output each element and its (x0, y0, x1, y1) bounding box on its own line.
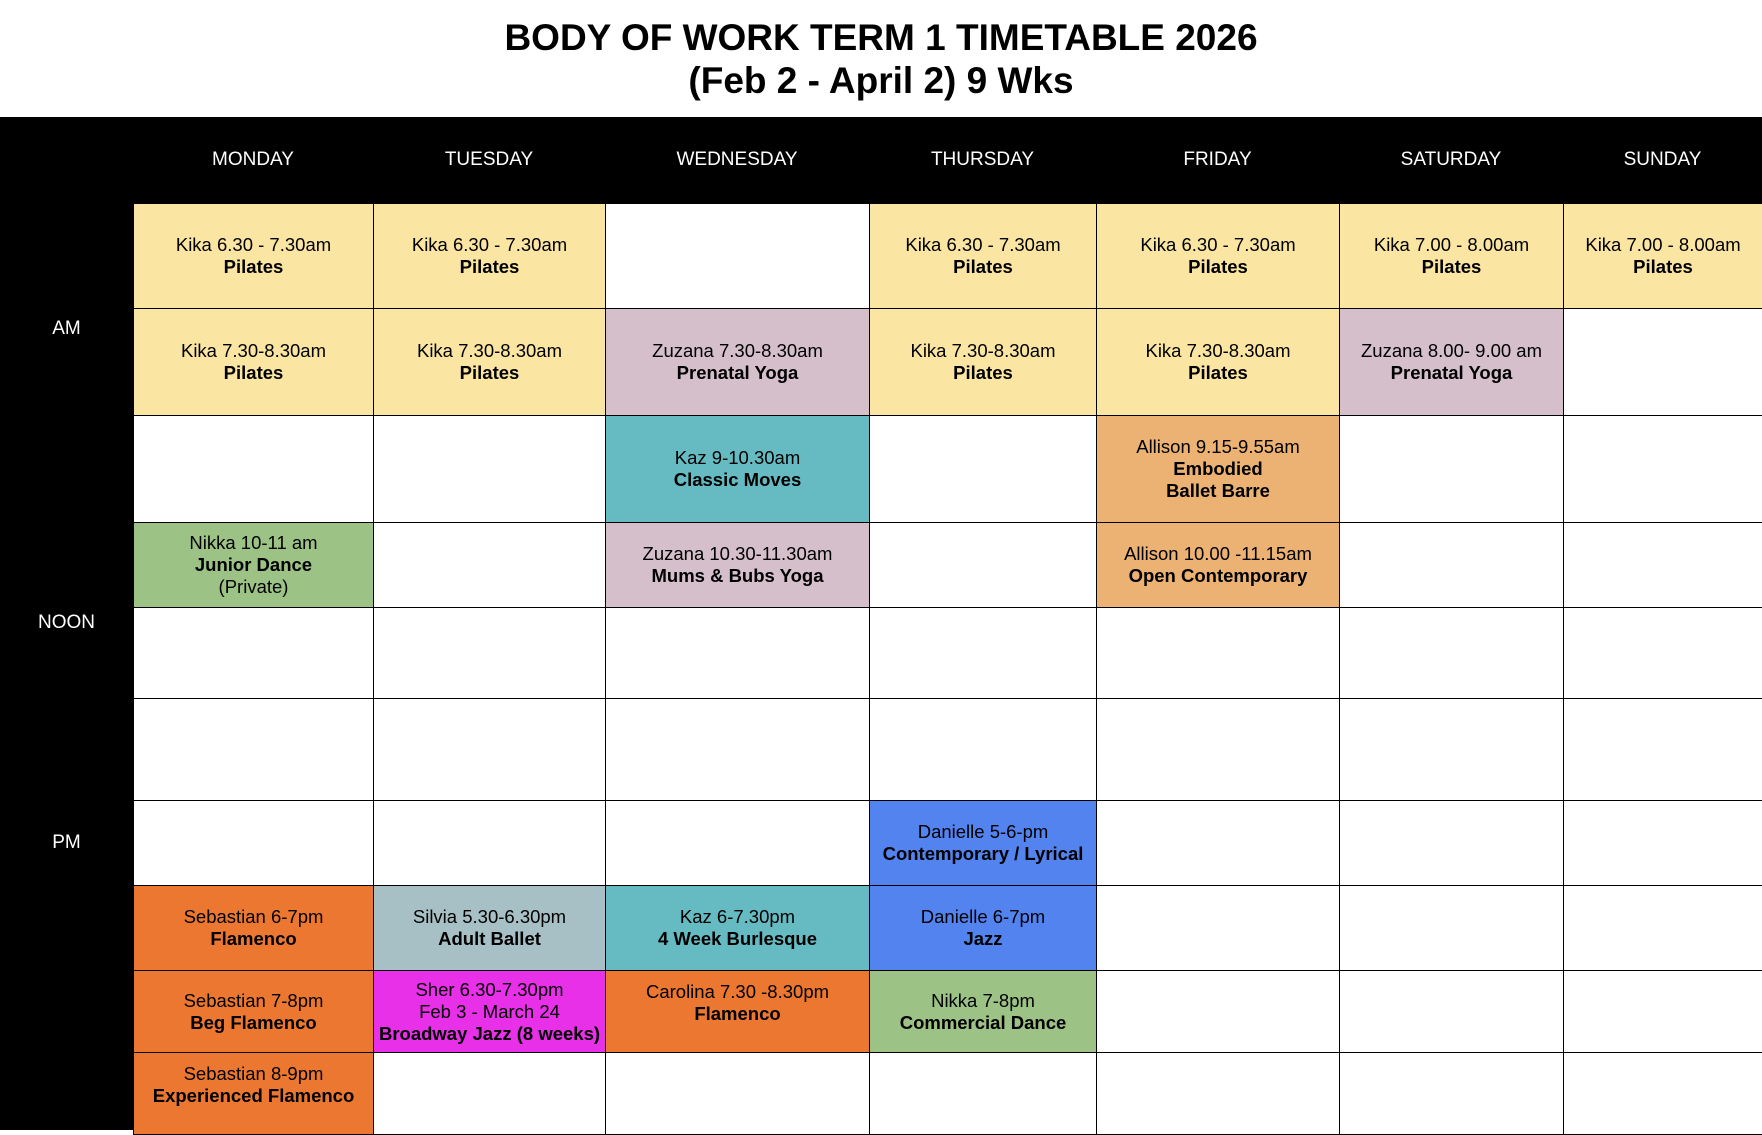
class-note: Feb 3 - March 24 (419, 1000, 560, 1022)
class-instructor-time: Silvia 5.30-6.30pm (412, 906, 567, 927)
title-line-2: (Feb 2 - April 2) 9 Wks (688, 60, 1074, 101)
day-header-tuesday: TUESDAY (444, 149, 534, 170)
class-instructor-time: Kika 7.30-8.30am (180, 340, 326, 361)
empty-cell (1096, 607, 1340, 699)
class-instructor-time: Kika 6.30 - 7.30am (175, 234, 332, 255)
empty-cell (869, 698, 1097, 801)
empty-cell (1339, 800, 1564, 886)
class-instructor-time: Kaz 9-10.30am (674, 447, 801, 468)
class-cell-tuesday (373, 970, 606, 1053)
class-name: Commercial Dance (899, 1011, 1067, 1033)
class-name: Pilates (1188, 362, 1248, 383)
class-cell-friday (1096, 203, 1340, 309)
empty-cell (373, 607, 606, 699)
class-name-line2: Ballet Barre (1166, 480, 1270, 501)
class-cell-wednesday (605, 308, 870, 416)
class-name: Experienced Flamenco (152, 1085, 355, 1106)
empty-cell (133, 800, 374, 886)
class-name: Pilates (223, 256, 284, 277)
empty-cell (1096, 800, 1340, 886)
empty-cell (1563, 308, 1762, 416)
class-name: Pilates (1633, 256, 1693, 277)
class-instructor-time: Kika 7.30-8.30am (416, 340, 562, 361)
class-cell-saturday (1339, 308, 1564, 416)
class-cell-wednesday (605, 415, 870, 523)
class-instructor-time: Kika 7.00 - 8.00am (1373, 234, 1530, 255)
class-name: Flamenco (694, 1003, 781, 1024)
class-name: Pilates (953, 362, 1013, 383)
day-header-monday: MONDAY (212, 149, 294, 170)
class-cell-monday (133, 1052, 374, 1135)
empty-cell (869, 522, 1097, 608)
class-instructor-time: Sebastian 8-9pm (183, 1063, 324, 1084)
day-header-sunday: SUNDAY (1623, 149, 1702, 170)
empty-cell (1339, 607, 1564, 699)
class-cell-thursday (869, 970, 1097, 1053)
empty-cell (1563, 698, 1762, 801)
class-cell-tuesday (373, 203, 606, 309)
class-cell-tuesday (373, 308, 606, 416)
empty-cell (1563, 522, 1762, 608)
empty-cell (1563, 885, 1762, 971)
class-name: Broadway Jazz (8 weeks) (378, 1022, 601, 1044)
empty-cell (1339, 1052, 1564, 1135)
empty-cell (373, 415, 606, 523)
class-instructor-time: Kika 6.30 - 7.30am (1140, 234, 1296, 255)
class-cell-friday (1096, 522, 1340, 608)
class-cell-thursday (869, 308, 1097, 416)
class-instructor-time: Kika 7.30-8.30am (910, 340, 1056, 361)
class-instructor-time: Kika 7.30-8.30am (1145, 340, 1291, 361)
class-name: Pilates (1421, 256, 1482, 277)
class-name: Prenatal Yoga (1390, 362, 1513, 383)
empty-cell (373, 522, 606, 608)
timetable-title (0, 0, 1762, 117)
empty-cell (605, 607, 870, 699)
class-name: Pilates (953, 256, 1013, 277)
class-cell-wednesday (605, 522, 870, 608)
class-name: Classic Moves (673, 469, 802, 490)
period-label-am: AM (52, 318, 81, 339)
class-cell-wednesday (605, 885, 870, 971)
empty-cell (1339, 522, 1564, 608)
day-header-friday: FRIDAY (1183, 149, 1252, 170)
class-instructor-time: Sebastian 7-8pm (183, 989, 324, 1011)
class-name: Beg Flamenco (190, 1011, 317, 1033)
class-instructor-time: Sebastian 6-7pm (183, 906, 324, 927)
class-name: Embodied (1173, 458, 1263, 479)
class-note: (Private) (218, 576, 289, 597)
class-name: Junior Dance (194, 554, 313, 575)
empty-cell (373, 698, 606, 801)
empty-cell (605, 698, 870, 801)
class-name: Pilates (223, 362, 284, 383)
timetable-grid (0, 117, 1762, 1130)
empty-cell (1096, 698, 1340, 801)
class-instructor-time: Zuzana 7.30-8.30am (652, 340, 823, 361)
empty-cell (1339, 885, 1564, 971)
class-name: Contemporary / Lyrical (882, 843, 1084, 864)
day-header-thursday: THURSDAY (930, 149, 1035, 170)
class-cell-monday (133, 885, 374, 971)
class-cell-thursday (869, 203, 1097, 309)
class-name: Mums & Bubs Yoga (651, 565, 824, 586)
period-label-noon: NOON (38, 612, 95, 633)
class-name: Flamenco (210, 928, 297, 949)
empty-cell (1563, 970, 1762, 1053)
class-instructor-time: Nikka 7-8pm (931, 989, 1035, 1011)
class-name: Pilates (1188, 256, 1248, 277)
class-cell-thursday (869, 885, 1097, 971)
empty-cell (133, 607, 374, 699)
empty-cell (605, 800, 870, 886)
empty-cell (1563, 607, 1762, 699)
class-instructor-time: Nikka 10-11 am (189, 532, 318, 553)
class-instructor-time: Zuzana 10.30-11.30am (642, 543, 833, 564)
class-name: Adult Ballet (438, 928, 541, 949)
empty-cell (1339, 415, 1564, 523)
empty-cell (133, 698, 374, 801)
class-cell-wednesday (605, 970, 870, 1053)
class-cell-monday (133, 522, 374, 608)
class-instructor-time: Allison 10.00 -11.15am (1124, 543, 1312, 564)
empty-cell (605, 1052, 870, 1135)
class-cell-sunday (1563, 203, 1762, 309)
class-instructor-time: Kika 6.30 - 7.30am (411, 234, 568, 255)
empty-cell (1563, 415, 1762, 523)
empty-cell (1096, 885, 1340, 971)
class-name: 4 Week Burlesque (657, 928, 818, 949)
empty-cell (133, 415, 374, 523)
empty-cell (869, 1052, 1097, 1135)
empty-cell (1339, 698, 1564, 801)
day-header-saturday: SATURDAY (1400, 149, 1502, 170)
class-instructor-time: Allison 9.15-9.55am (1136, 436, 1300, 457)
empty-cell (1563, 1052, 1762, 1135)
empty-cell (1339, 970, 1564, 1053)
empty-cell (1096, 1052, 1340, 1135)
empty-cell (1563, 800, 1762, 886)
class-cell-tuesday (373, 885, 606, 971)
class-cell-friday (1096, 308, 1340, 416)
empty-cell (373, 800, 606, 886)
class-instructor-time: Kika 6.30 - 7.30am (905, 234, 1061, 255)
empty-cell (373, 1052, 606, 1135)
empty-cell (605, 203, 870, 309)
class-cell-thursday (869, 800, 1097, 886)
class-instructor-time: Zuzana 8.00- 9.00 am (1361, 340, 1542, 361)
class-name: Prenatal Yoga (676, 362, 799, 383)
empty-cell (869, 607, 1097, 699)
class-instructor-time: Kika 7.00 - 8.00am (1585, 234, 1741, 255)
class-instructor-time: Kaz 6-7.30pm (679, 906, 796, 927)
class-instructor-time: Danielle 5-6-pm (917, 821, 1049, 842)
class-name: Pilates (459, 256, 520, 277)
class-cell-monday (133, 203, 374, 309)
class-cell-saturday (1339, 203, 1564, 309)
day-header-wednesday: WEDNESDAY (676, 149, 798, 170)
class-cell-friday (1096, 415, 1340, 523)
empty-cell (869, 415, 1097, 523)
class-instructor-time: Sher 6.30-7.30pm (415, 978, 564, 1000)
class-name: Open Contemporary (1128, 565, 1308, 586)
class-cell-monday (133, 308, 374, 416)
title-line-1: BODY OF WORK TERM 1 TIMETABLE 2026 (504, 17, 1258, 58)
period-label-pm: PM (52, 832, 81, 853)
class-cell-monday (133, 970, 374, 1053)
class-instructor-time: Danielle 6-7pm (920, 906, 1046, 927)
class-instructor-time: Carolina 7.30 -8.30pm (645, 981, 830, 1002)
class-name: Jazz (963, 928, 1003, 949)
class-name: Pilates (459, 362, 520, 383)
empty-cell (1096, 970, 1340, 1053)
